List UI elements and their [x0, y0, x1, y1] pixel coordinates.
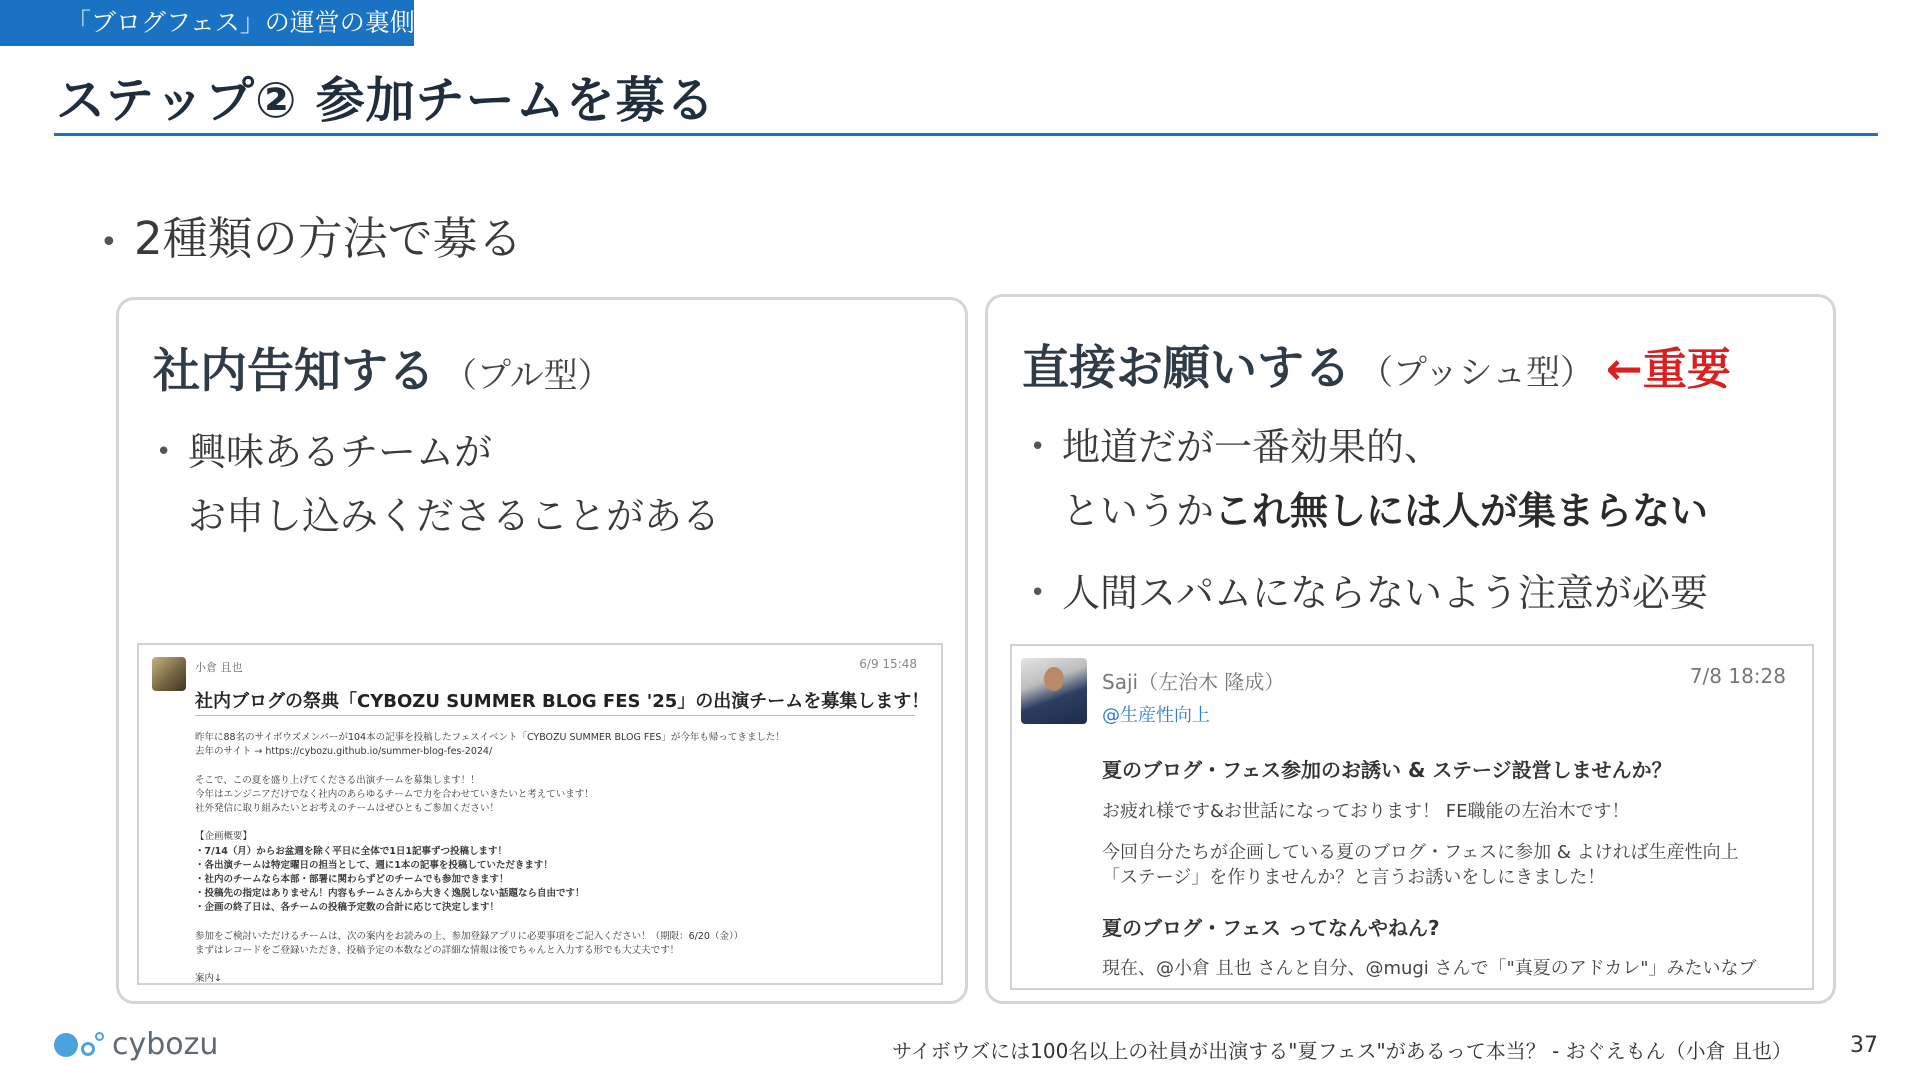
sender-name: Saji（左治木 隆成）: [1102, 670, 1285, 694]
bullet-icon: •: [100, 224, 118, 260]
page-number: 37: [1850, 1033, 1878, 1058]
push-method-heading: [1022, 331, 1731, 398]
direct-message-screenshot: [1010, 644, 1814, 990]
post-time: 7/8 18:28: [1689, 664, 1786, 688]
pull-method-title: 社内告知する: [153, 344, 435, 399]
bullet-icon: •: [1030, 432, 1046, 462]
post-body-line: 今年はエンジニアだけでなく社内のあらゆるチームで力を合わせていきたいと考えています！: [195, 788, 594, 800]
push-bullet-1-line-2: [1062, 479, 1708, 543]
push-method-subtitle: （プッシュ型）: [1359, 353, 1594, 393]
post-body-line: ・社内のチームなら本部・部署に関わらずどのチームでも参加できます！: [195, 874, 509, 885]
slide-title: ステップ② 参加チームを募る: [56, 72, 716, 129]
talk-title: サイボウズには100名以上の社員が出演する"夏フェス"があるって本当？ - おぐえもん（小倉 且也）: [892, 1039, 1792, 1063]
post-divider: [195, 715, 915, 716]
post-body-line: 【企画概要】: [195, 831, 253, 843]
push-method-panel: [985, 294, 1836, 1004]
post-body-line: 昨年に88名のサイボウズメンバーが104本の記事を投稿したフェスイベント「CYBOZU SUMMER BLOG FES」が今年も帰ってきました！: [195, 732, 785, 743]
post-body-line: 社外発信に取り組みたいとお考えのチームはぜひともご参加ください！: [195, 803, 500, 814]
push-bullet-1-emphasis: これ無しには人が集まらない: [1214, 489, 1709, 533]
main-bullet-text: 2種類の方法で募る: [134, 212, 523, 265]
logo-mark: [81, 1042, 95, 1056]
push-bullet-2-text: 人間スパムにならないよう注意が必要: [1062, 571, 1709, 615]
pull-method-panel: [116, 297, 968, 1004]
post-body-line: ・企画の終了日は、各チームの投稿予定数の合計に応じて決定します！: [195, 902, 500, 914]
mention-tag: @生産性向上: [1102, 705, 1210, 726]
push-method-bullet-2: [1030, 561, 1709, 625]
message-paragraph: 今回自分たちが企画している夏のブログ・フェスに参加 & よければ生産性向上: [1102, 842, 1739, 863]
push-method-title: 直接お願いする: [1022, 341, 1351, 396]
sender-name: 小倉 且也: [195, 661, 243, 674]
message-paragraph: お疲れ様です&お世話になっております！ FE職能の左治木です！: [1102, 801, 1630, 822]
logo-text: cybozu: [112, 1027, 219, 1062]
title-divider: [54, 133, 1878, 136]
pull-method-heading: [153, 334, 612, 401]
post-title: 社内ブログの祭典「CYBOZU SUMMER BLOG FES '25」の出演チームを募集します！: [195, 691, 930, 712]
pull-method-bullet: [156, 420, 721, 548]
bullet-icon: •: [156, 437, 172, 467]
pull-method-subtitle: （プル型）: [443, 356, 612, 396]
post-body-line: ・投稿先の指定はありません！内容もチームさんから大きく逸脱しない話題なら自由です！: [195, 888, 585, 900]
message-paragraph: 「ステージ」を作りませんか？と言うお誘いをしにきました！: [1102, 867, 1606, 888]
message-heading: 夏のブログ・フェス ってなんやねん?: [1102, 916, 1440, 940]
post-time: 6/9 15:48: [859, 657, 917, 671]
post-body-line: ・7/14（月）からお盆週を除く平日に全体で1日1記事ずつ投稿します！: [195, 845, 508, 857]
logo-mark: [95, 1032, 104, 1041]
avatar: [152, 657, 186, 691]
important-label: ←重要: [1605, 344, 1731, 395]
post-body-line: まずはレコードをご登録いただき、投稿予定の本数などの詳細な情報は後でちゃんと入力する形でも大丈夫です！: [195, 945, 680, 956]
push-method-bullet-1: [1030, 415, 1709, 543]
avatar: [1021, 658, 1087, 724]
post-body-line: 参加をご検討いただけるチームは、次の案内をお読みの上、参加登録アプリに必要事項をご記入ください！（期限：6/20（金））: [195, 930, 744, 942]
post-body-line: そこで、この夏を盛り上げてくださる出演チームを募集します！！: [195, 774, 480, 786]
post-body-line: 案内↓: [195, 973, 222, 985]
logo-mark: [54, 1033, 78, 1057]
push-bullet-1-plain: というか: [1062, 489, 1215, 533]
pull-bullet-line-1: 興味あるチームが: [188, 430, 493, 474]
cybozu-logo: [54, 1025, 224, 1065]
message-paragraph: 現在、@小倉 且也 さんと自分、@mugi さんで「"真夏のアドカレ"」みたいなブ: [1102, 958, 1757, 979]
main-bullet: [100, 202, 523, 267]
post-body-line: ・各出演チームは特定曜日の担当として、週に1本の記事を投稿していただきます！: [195, 859, 553, 871]
post-body-line: 去年のサイト → https://cybozu.github.io/summer-blog-fes-2024/: [195, 746, 493, 758]
bullet-icon: •: [1030, 578, 1046, 608]
announcement-screenshot: [137, 643, 943, 985]
push-bullet-1-line-1: 地道だが一番効果的、: [1062, 425, 1443, 469]
pull-bullet-line-2: お申し込みくださることがある: [188, 494, 721, 538]
section-tag: 「ブログフェス」の運営の裏側: [0, 0, 414, 46]
message-heading: 夏のブログ・フェス参加のお誘い & ステージ設営しませんか？: [1102, 758, 1672, 782]
